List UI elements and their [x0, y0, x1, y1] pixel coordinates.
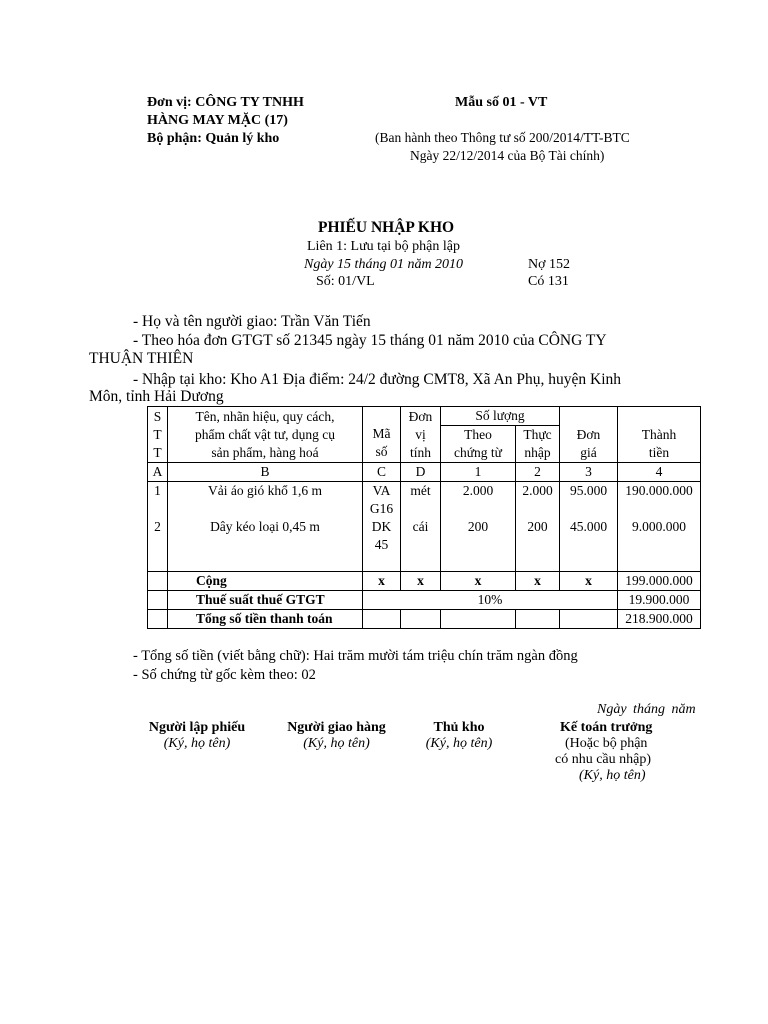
signer-note: (Ký, họ tên) — [579, 768, 646, 783]
signer-sub-note: có nhu cầu nhập) — [555, 752, 652, 767]
row-item-name: Vải áo gió khổ 1,6 m Dây kéo loại 0,45 m — [168, 482, 363, 572]
document-number: Số: 01/VL — [316, 274, 375, 289]
department: Bộ phận: Quản lý kho — [147, 131, 280, 146]
code-cell: A — [148, 463, 168, 482]
issued-by-line2: Ngày 22/12/2014 của Bộ Tài chính) — [410, 148, 605, 163]
warehouse-line1: - Nhập tại kho: Kho A1 Địa điểm: 24/2 đường CMT8, Xã An Phụ, huyện Kinh — [133, 371, 622, 388]
x-mark: x — [441, 572, 516, 591]
deliverer-line: - Họ và tên người giao: Trần Văn Tiến — [133, 313, 371, 330]
signer-storekeeper — [413, 720, 505, 752]
vat-amount: 19.900.000 — [618, 591, 701, 610]
unit-name-line2: HÀNG MAY MẶC (17) — [147, 113, 288, 128]
row-stt: 1 2 — [148, 482, 168, 572]
header-unit: Đơn vị tính — [401, 407, 441, 463]
signer-note: (Ký, họ tên) — [303, 736, 370, 751]
header-unit-price: Đơn giá — [560, 407, 618, 463]
code-cell: B — [168, 463, 363, 482]
document-date: Ngày 15 tháng 01 năm 2010 — [304, 257, 464, 272]
issued-by-line1: (Ban hành theo Thông tư số 200/2014/TT-BTC — [375, 130, 630, 145]
header-item-name: Tên, nhãn hiệu, quy cách, phẩm chất vật tư, dụng cụ sản phẩm, hàng hoá — [168, 407, 363, 463]
grand-total-amount: 218.900.000 — [618, 610, 701, 629]
credit-account: Có 131 — [528, 274, 569, 289]
signer-chief-accountant — [555, 720, 670, 784]
signer-sub-note: (Hoặc bộ phận — [565, 736, 648, 751]
debit-account: Nợ 152 — [528, 257, 571, 272]
row-amount: 190.000.000 9.000.000 — [618, 482, 701, 572]
vat-rate: 10% — [363, 591, 618, 610]
vat-label: Thuế suất thuế GTGT — [168, 591, 363, 610]
code-cell: D — [401, 463, 441, 482]
grand-total-row — [148, 610, 701, 629]
header-stt: S T T — [148, 407, 168, 463]
row-unit-price: 95.000 45.000 — [560, 482, 618, 572]
code-cell: C — [363, 463, 401, 482]
invoice-line1: - Theo hóa đơn GTGT số 21345 ngày 15 tháng 01 năm 2010 của CÔNG TY — [133, 332, 607, 349]
signer-role: Người lập phiếu — [148, 720, 246, 735]
warehouse-line2: Môn, tỉnh Hải Dương — [89, 388, 224, 405]
signer-preparer — [137, 720, 257, 752]
header-quantity: Số lượng — [441, 407, 560, 426]
total-label: Cộng — [168, 572, 363, 591]
table-row — [148, 482, 701, 572]
vat-row — [148, 591, 701, 610]
x-mark: x — [363, 572, 401, 591]
signer-note: (Ký, họ tên) — [425, 736, 493, 751]
invoice-line2: THUẬN THIÊN — [89, 350, 194, 367]
signer-deliverer — [274, 720, 399, 752]
code-cell: 2 — [516, 463, 560, 482]
total-amount: 199.000.000 — [618, 572, 701, 591]
total-row — [148, 572, 701, 591]
grand-total-label: Tổng số tiền thanh toán — [168, 610, 363, 629]
copy-note: Liên 1: Lưu tại bộ phận lập — [307, 239, 460, 254]
x-mark: x — [560, 572, 618, 591]
document-title: PHIẾU NHẬP KHO — [318, 219, 455, 236]
signer-role: Kế toán trưởng — [560, 720, 653, 735]
x-mark: x — [401, 572, 441, 591]
row-qty-doc: 2.000 200 — [441, 482, 516, 572]
code-cell: 1 — [441, 463, 516, 482]
row-unit: mét cái — [401, 482, 441, 572]
signer-role: Người giao hàng — [287, 720, 386, 735]
goods-table — [147, 406, 701, 629]
attachments-count: - Số chứng từ gốc kèm theo: 02 — [133, 667, 316, 683]
unit-name-line1: Đơn vị: CÔNG TY TNHH — [147, 95, 304, 110]
header-code: Mã số — [363, 407, 401, 463]
code-cell: 4 — [618, 463, 701, 482]
form-number: Mẫu số 01 - VT — [455, 95, 548, 110]
signer-note: (Ký, họ tên) — [163, 736, 231, 751]
signer-role: Thủ kho — [433, 720, 485, 735]
header-qty-real: Thực nhập — [516, 426, 560, 463]
row-qty-real: 2.000 200 — [516, 482, 560, 572]
sign-date: Ngày tháng năm — [597, 702, 696, 717]
x-mark: x — [516, 572, 560, 591]
row-code: VA G16 DK 45 — [363, 482, 401, 572]
header-amount: Thành tiền — [618, 407, 701, 463]
header-qty-doc: Theo chứng từ — [441, 426, 516, 463]
amount-in-words: - Tổng số tiền (viết bằng chữ): Hai trăm mười tám triệu chín trăm ngàn đồng — [133, 648, 578, 664]
code-cell: 3 — [560, 463, 618, 482]
